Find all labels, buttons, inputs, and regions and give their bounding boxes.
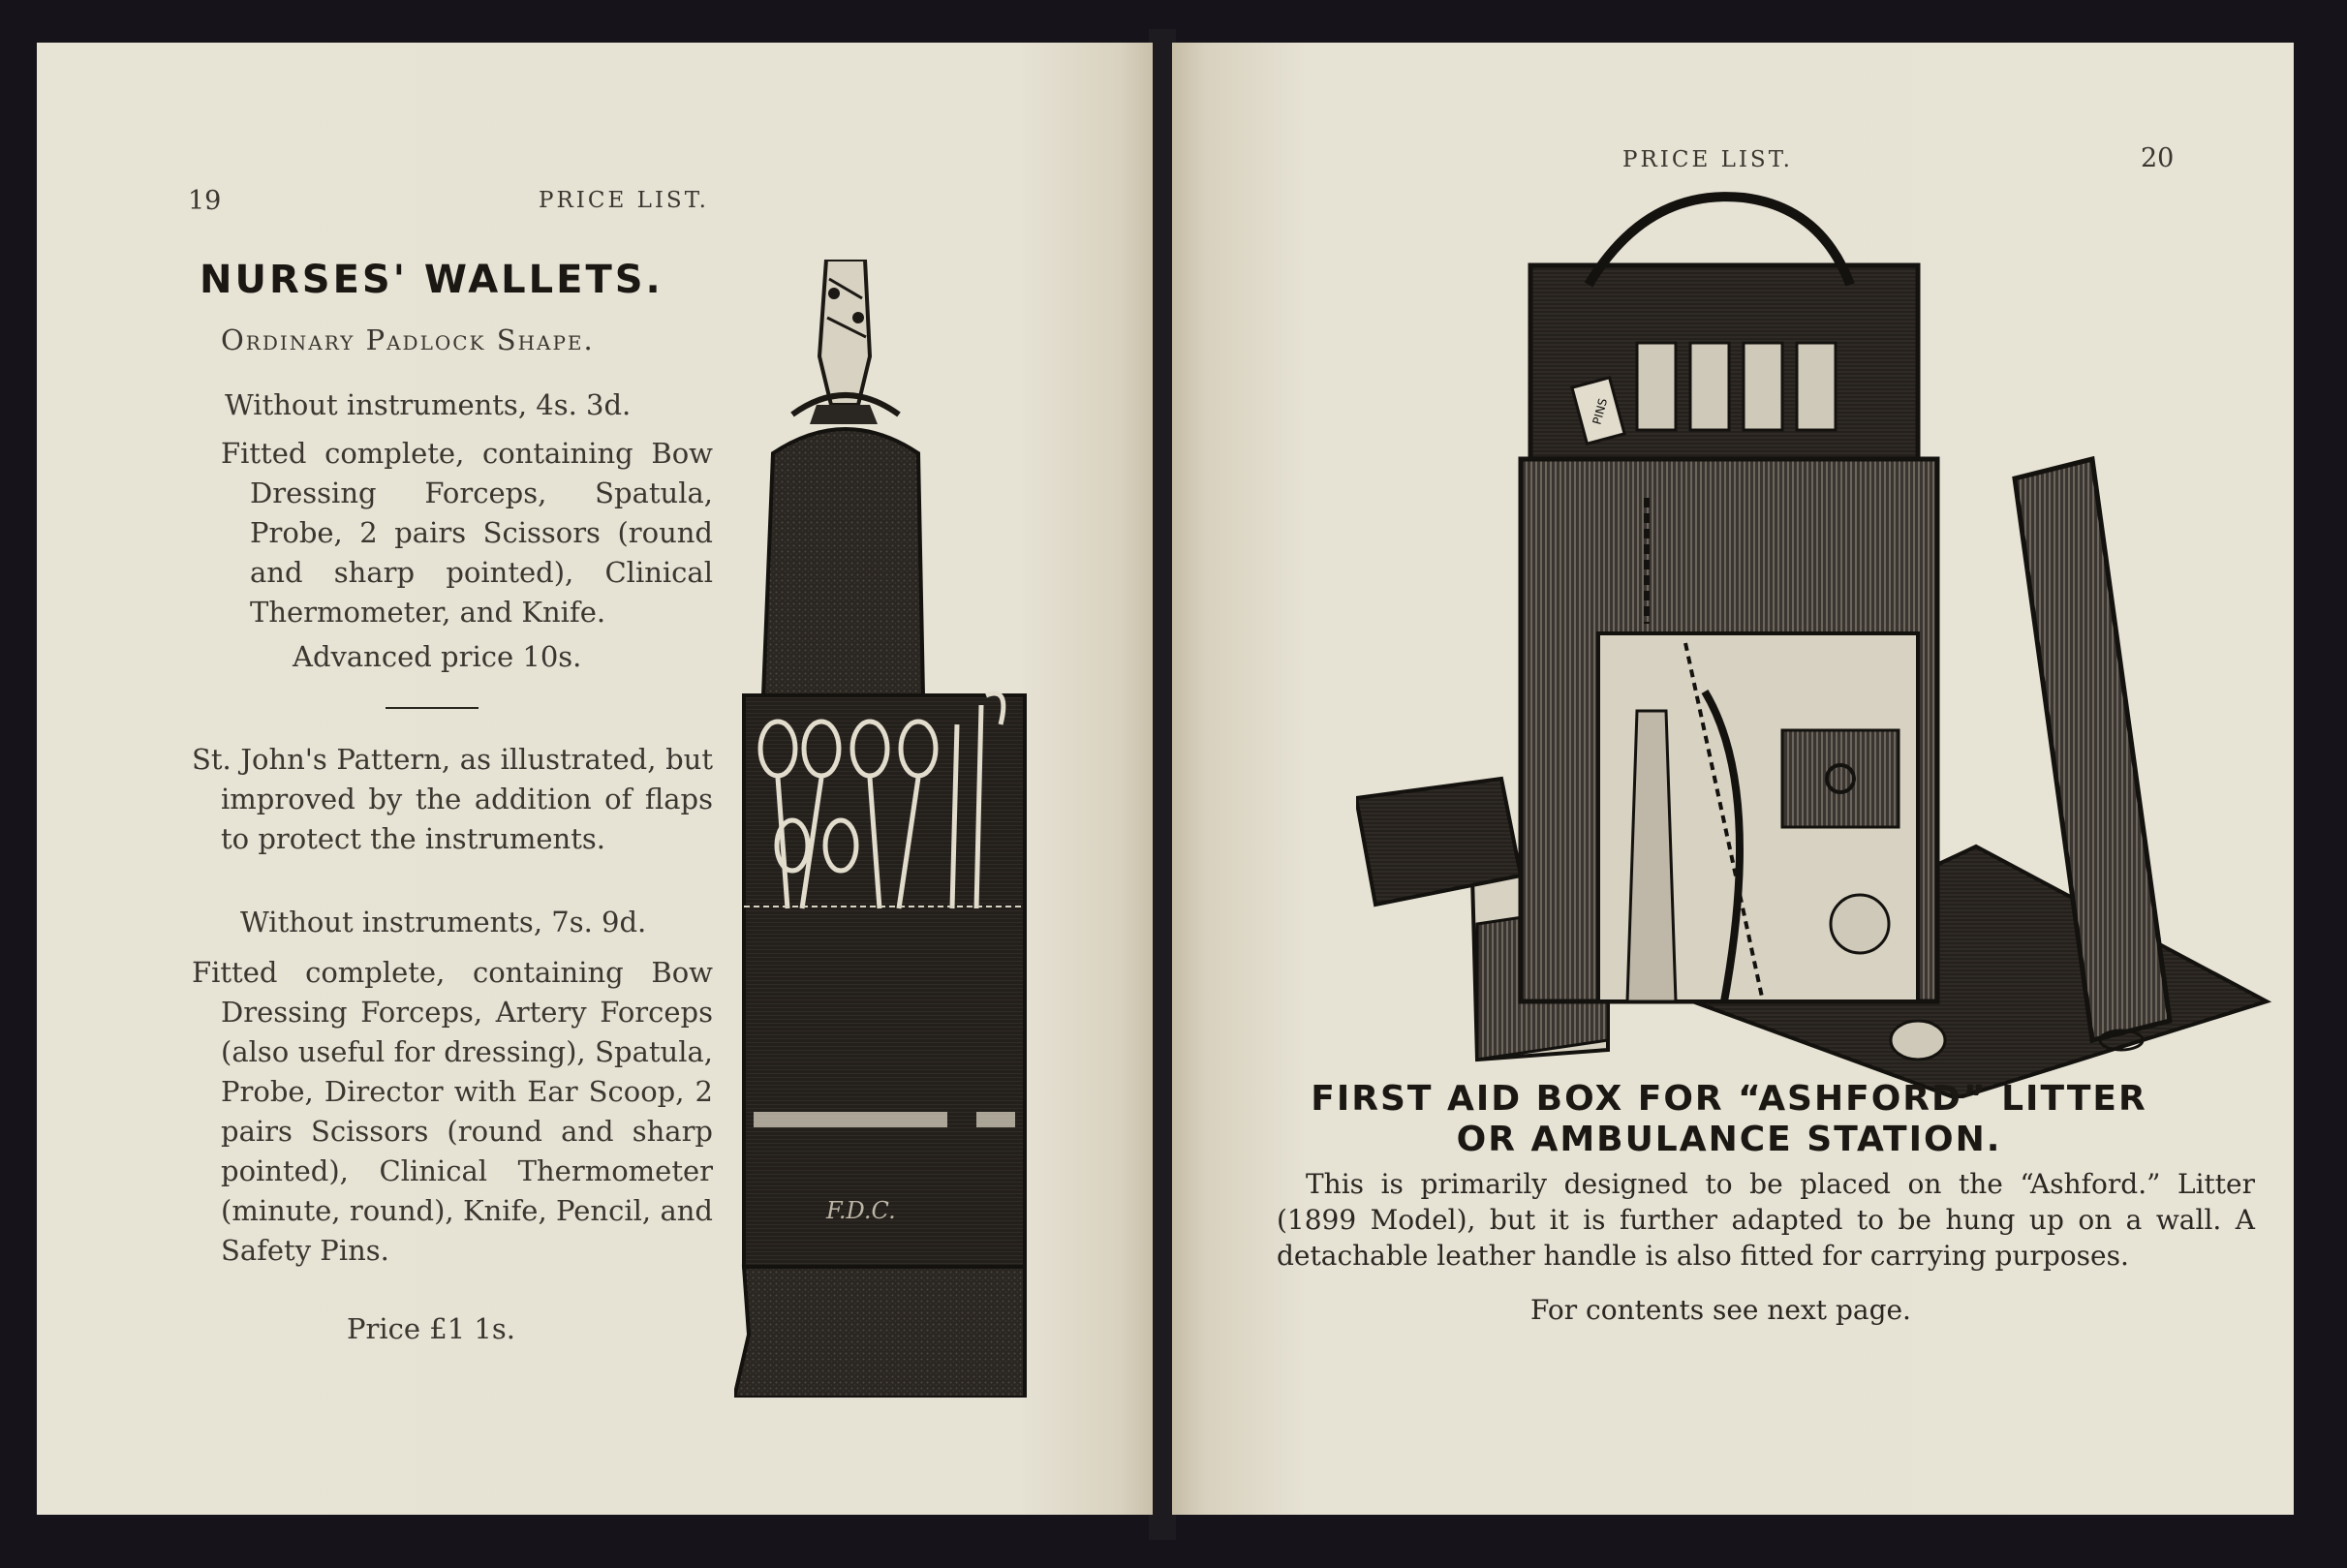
price-without-instruments-2: Without instruments, 7s. 9d. [240, 906, 647, 938]
running-head-left: PRICE LIST. [539, 188, 709, 213]
caption-line-1: FIRST AID BOX FOR “ASHFORD” LITTER [1311, 1079, 2147, 1119]
box-description: This is primarily designed to be placed on the “Ashford.” Litter (1899 Model), but it is further adapted to be hung up on a wall. A detachable leather handle is also fitted for carrying purposes. [1277, 1168, 2255, 1272]
page-number-right: 20 [2141, 143, 2175, 173]
nurses-wallet-illustration [734, 260, 1083, 1398]
fitted-complete-1-text: Fitted complete, containing Bow Dressing Forceps, Spatula, Probe, 2 pairs Scissors (round and sharp pointed), Clinical Thermometer, and Knife. [221, 437, 713, 629]
right-page [1172, 43, 2294, 1515]
page-title: NURSES' WALLETS. [200, 258, 664, 302]
price-without-instruments-1: Without instruments, 4s. 3d. [225, 388, 632, 421]
page-number-left: 19 [188, 186, 222, 216]
running-head-right: PRICE LIST. [1622, 147, 1793, 172]
fitted-complete-2-text: Fitted complete, containing Bow Dressing Forceps, Artery Forceps (also useful for dressing), Spatula, Probe, Director with Ear Scoop, 2 pairs Scissors (round and sharp pointed), Clinical Thermometer (minute, round), Knife, Pencil, and Safety Pins. [192, 956, 713, 1267]
st-johns-pattern-text: St. John's Pattern, as illustrated, but improved by the addition of flaps to protect the instruments. [192, 743, 713, 855]
caption-line-2: OR AMBULANCE STATION. [1456, 1120, 2002, 1159]
final-price: Price £1 1s. [347, 1312, 515, 1345]
contents-note: For contents see next page. [1530, 1294, 1911, 1326]
section-subtitle: Ordinary Padlock Shape. [221, 323, 595, 356]
first-aid-box-illustration [1356, 169, 2286, 1098]
section-divider [386, 707, 479, 709]
pins-label: PINS [1590, 396, 1611, 426]
st-johns-pattern [192, 740, 713, 859]
fitted-complete-1 [221, 434, 713, 632]
fitted-complete-2 [192, 953, 713, 1271]
advanced-price: Advanced price 10s. [293, 640, 582, 673]
figure-caption [1211, 1079, 2247, 1160]
wallet-initials: F.D.C. [826, 1197, 896, 1224]
left-page [37, 43, 1153, 1515]
